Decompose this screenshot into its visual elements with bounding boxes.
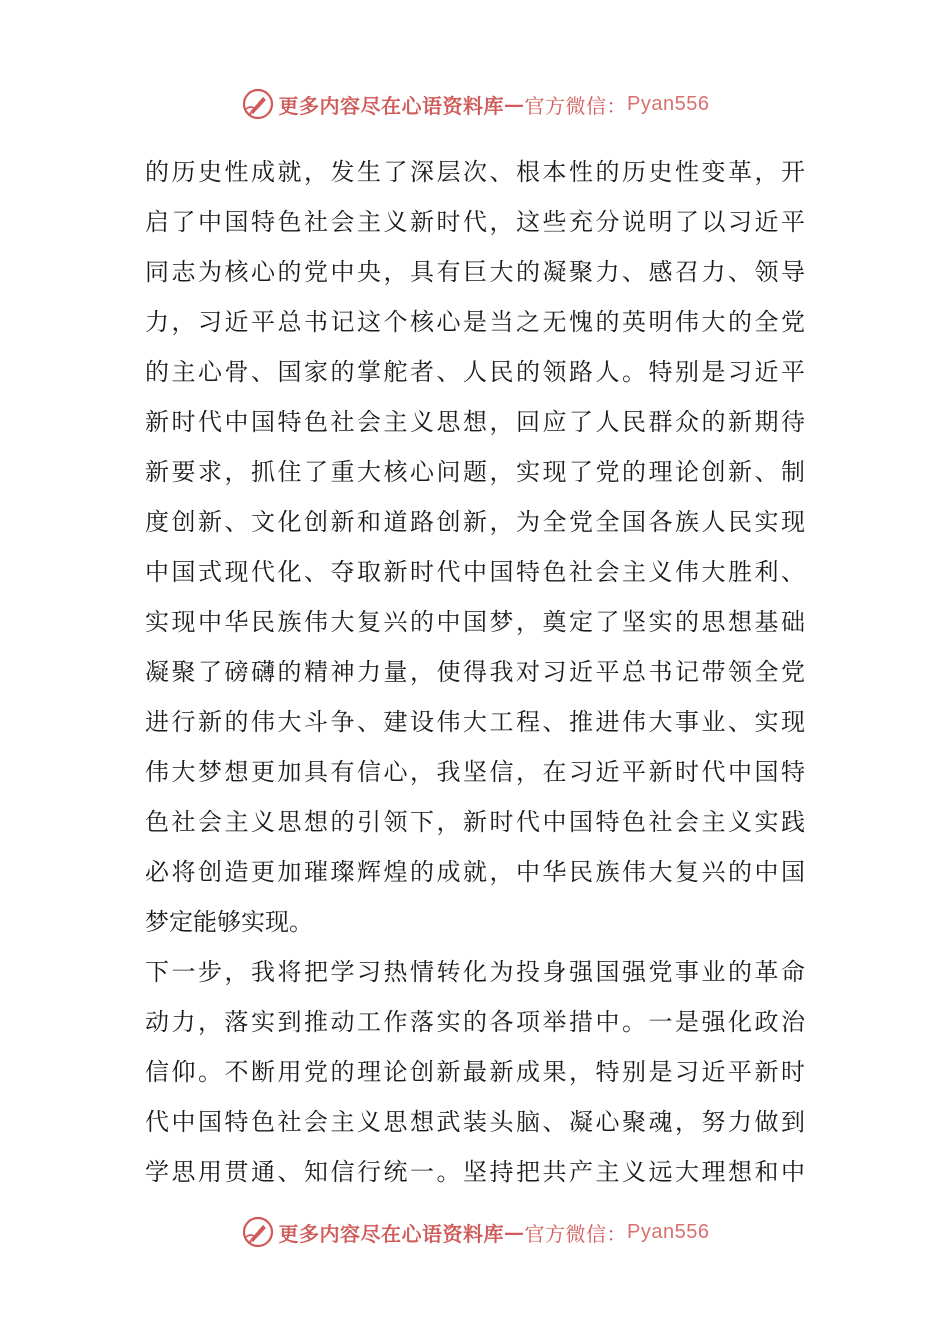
- text-line: 力，习近平总书记这个核心是当之无愧的英明伟大的全党: [145, 308, 805, 336]
- watermark-label: 官方微信：: [524, 1221, 628, 1246]
- text-line: 实现中华民族伟大复兴的中国梦，奠定了坚实的思想基础: [145, 608, 805, 636]
- pen-logo-icon: [241, 1215, 275, 1249]
- watermark-text: 更多内容尽在心语资料库: [278, 1221, 505, 1246]
- text-line: 度创新、文化创新和道路创新，为全党全国各族人民实现: [145, 508, 805, 536]
- header-watermark: [0, 84, 950, 124]
- text-line: 新时代中国特色社会主义思想，回应了人民群众的新期待: [145, 408, 805, 436]
- text-line: 下一步，我将把学习热情转化为投身强国强党事业的革命: [145, 958, 805, 986]
- text-line: 必将创造更加璀璨辉煌的成就，中华民族伟大复兴的中国: [145, 858, 805, 886]
- text-line: 新要求，抓住了重大核心问题，实现了党的理论创新、制: [145, 458, 805, 486]
- watermark-separator: —: [504, 1220, 525, 1244]
- text-line: 梦定能够实现。: [145, 908, 313, 936]
- watermark-text: 更多内容尽在心语资料库: [278, 93, 505, 118]
- text-line: 的历史性成就，发生了深层次、根本性的历史性变革，开: [145, 158, 805, 186]
- watermark-separator: —: [504, 92, 525, 116]
- footer-watermark: [0, 1212, 950, 1252]
- watermark-wechat-id: Pyan556: [627, 92, 710, 115]
- pen-logo-icon: [241, 87, 275, 121]
- text-line: 凝聚了磅礴的精神力量，使得我对习近平总书记带领全党: [145, 658, 805, 686]
- text-line: 代中国特色社会主义思想武装头脑、凝心聚魂，努力做到: [145, 1108, 805, 1136]
- text-line: 启了中国特色社会主义新时代，这些充分说明了以习近平: [145, 208, 805, 236]
- text-line: 的主心骨、国家的掌舵者、人民的领路人。特别是习近平: [145, 358, 805, 386]
- watermark-label: 官方微信：: [524, 93, 628, 118]
- document-body: [145, 147, 805, 1197]
- text-line: 学思用贯通、知信行统一。坚持把共产主义远大理想和中: [145, 1158, 805, 1186]
- text-line: 信仰。不断用党的理论创新最新成果，特别是习近平新时: [145, 1058, 805, 1086]
- text-line: 同志为核心的党中央，具有巨大的凝聚力、感召力、领导: [145, 258, 805, 286]
- text-line: 伟大梦想更加具有信心，我坚信，在习近平新时代中国特: [145, 758, 805, 786]
- watermark-wechat-id: Pyan556: [627, 1220, 710, 1243]
- text-line: 色社会主义思想的引领下，新时代中国特色社会主义实践: [145, 808, 805, 836]
- text-line: 中国式现代化、夺取新时代中国特色社会主义伟大胜利、: [145, 558, 805, 586]
- text-line: 动力，落实到推动工作落实的各项举措中。一是强化政治: [145, 1008, 805, 1036]
- text-line: 进行新的伟大斗争、建设伟大工程、推进伟大事业、实现: [145, 708, 805, 736]
